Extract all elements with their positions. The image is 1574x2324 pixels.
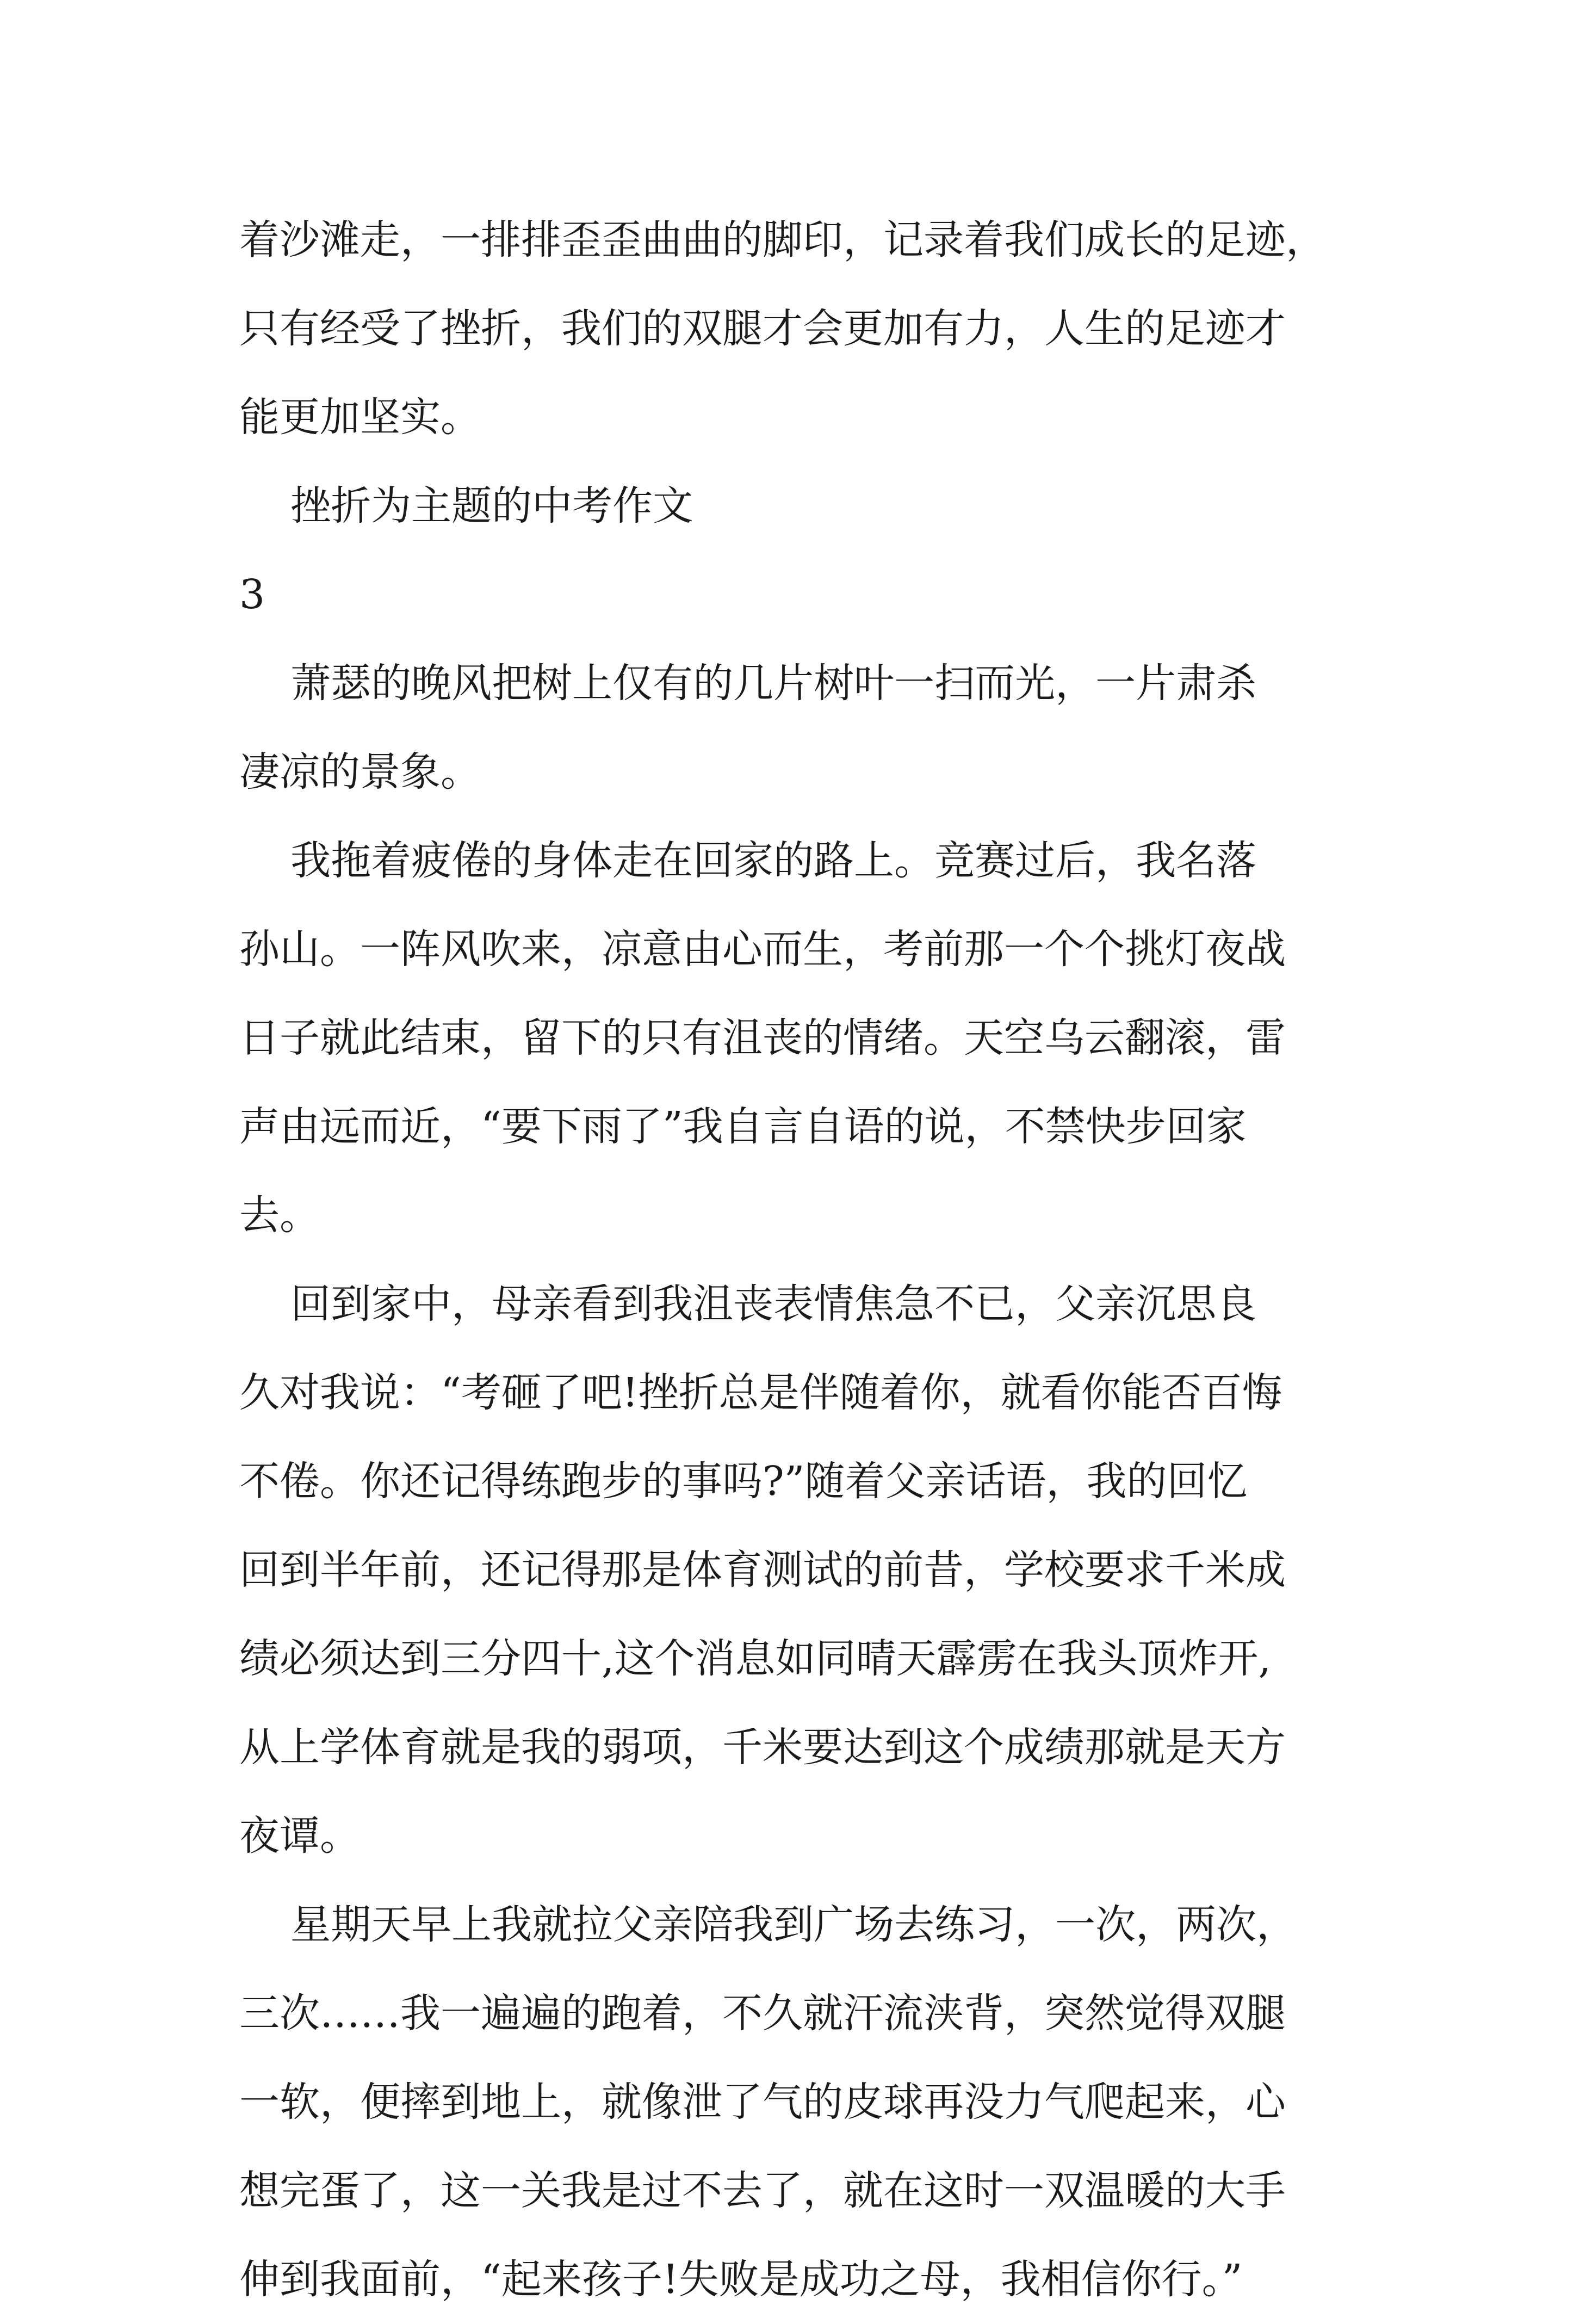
text-line: 不倦。你还记得练跑步的事吗?”随着父亲话语，我的回忆 <box>239 1458 1248 1505</box>
body-text <box>239 196 1343 2324</box>
text-line: 声由远而近，“要下雨了”我自言自语的说，不禁快步回家 <box>239 1103 1247 1150</box>
text-line: 回到家中，母亲看到我沮丧表情焦急不已，父亲沉思良 <box>239 1281 1257 1327</box>
text-line: 星期天早上我就拉父亲陪我到广场去练习，一次，两次， <box>239 1901 1297 1948</box>
text-line: 久对我说：“考砸了吧!挫折总是伴随着你，就看你能否百悔 <box>239 1369 1282 1416</box>
text-line: 日子就此结束，留下的只有沮丧的情绪。天空乌云翻滚，雷 <box>239 1015 1286 1061</box>
text-line: 能更加坚实。 <box>239 394 481 441</box>
text-line: 只有经受了挫折，我们的双腿才会更加有力，人生的足迹才 <box>239 305 1286 352</box>
text-line: 着沙滩走，一排排歪歪曲曲的脚印，记录着我们成长的足迹， <box>239 217 1326 263</box>
text-line: 伸到我面前，“起来孩子!失败是成功之母，我相信你行。” <box>239 2256 1243 2303</box>
text-line: 回到半年前，还记得那是体育测试的前昔，学校要求千米成 <box>239 1547 1286 1593</box>
text-line: 孙山。一阵风吹来，凉意由心而生，考前那一个个挑灯夜战 <box>239 926 1286 973</box>
text-line: 我拖着疲倦的身体走在回家的路上。竞赛过后，我名落 <box>239 837 1257 884</box>
text-line: 从上学体育就是我的弱项，千米要达到这个成绩那就是天方 <box>239 1724 1286 1771</box>
section-number: 3 <box>239 571 265 618</box>
text-line: 三次……我一遍遍的跑着，不久就汗流浃背，突然觉得双腿 <box>239 1990 1286 2037</box>
section-heading: 挫折为主题的中考作文 <box>239 483 693 529</box>
text-line: 凄凉的景象。 <box>239 749 481 795</box>
text-line: 一软，便摔到地上，就像泄了气的皮球再没力气爬起来，心 <box>239 2079 1286 2125</box>
text-line: 想完蛋了，这一关我是过不去了，就在这时一双温暖的大手 <box>239 2167 1286 2214</box>
text-line: 绩必须达到三分四十,这个消息如同晴天霹雳在我头顶炸开, <box>239 1635 1272 1682</box>
text-line: 夜谭。 <box>239 1813 360 1859</box>
text-line: 萧瑟的晚风把树上仅有的几片树叶一扫而光，一片肃杀 <box>239 660 1257 707</box>
text-line: 去。 <box>239 1192 320 1239</box>
